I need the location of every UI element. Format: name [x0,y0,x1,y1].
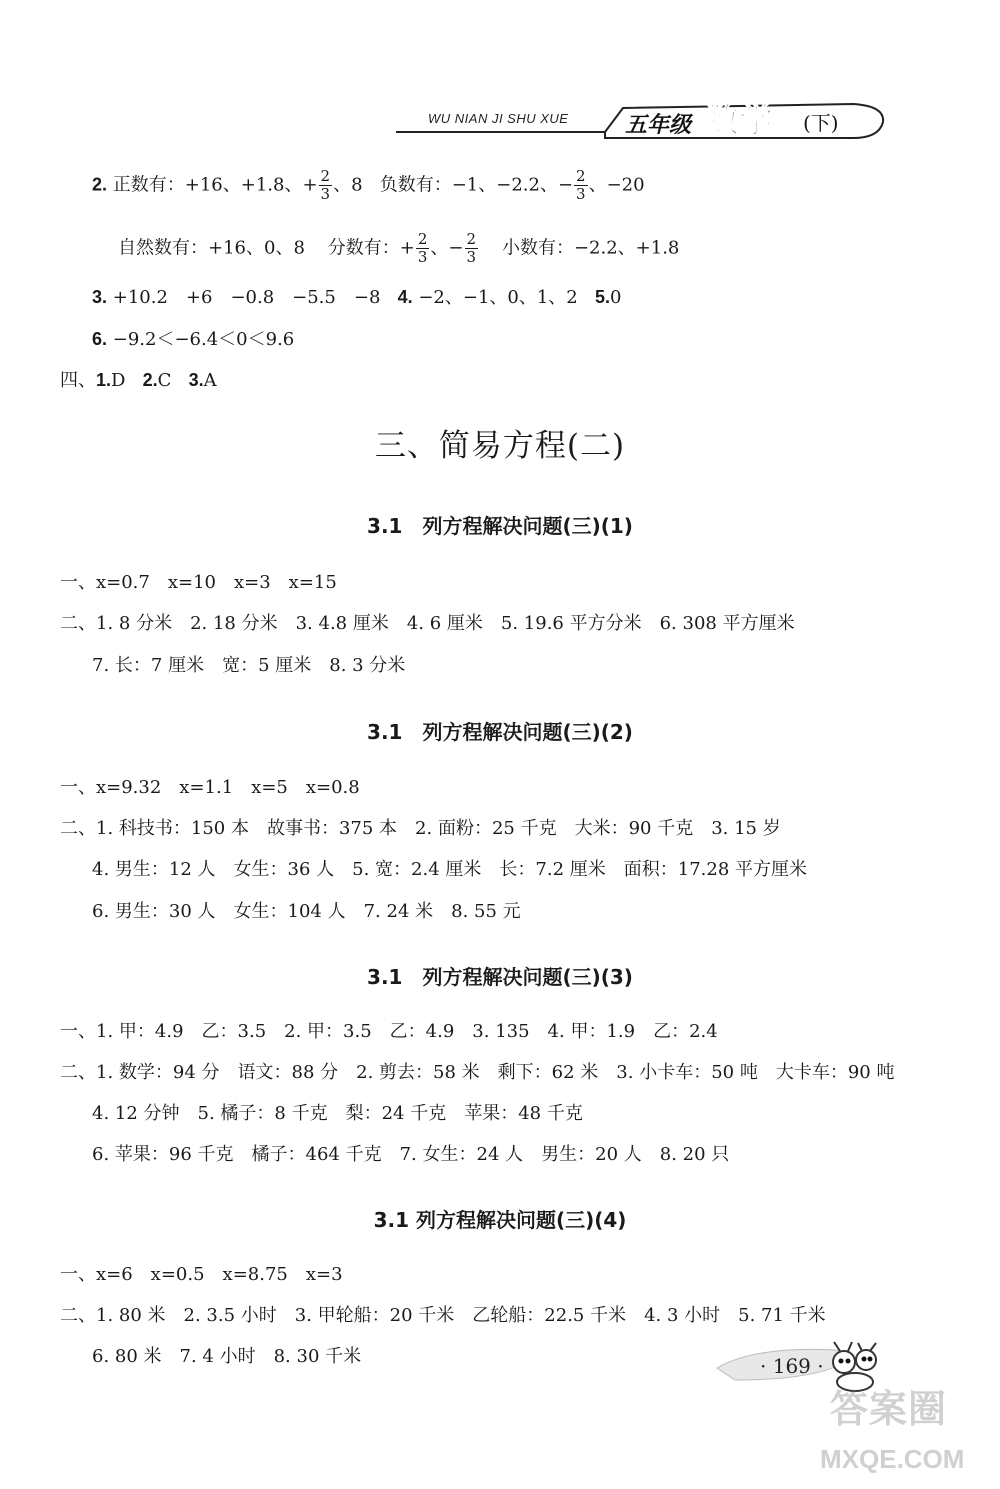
answer-line: 一、x=6 x=0.5 x=8.75 x=3 [60,1264,343,1285]
chapter-title: 三、简易方程(二) [374,428,626,464]
section-title: 3.1 列方程解决问题(三)(2) [367,720,633,744]
watermark: 答案圈 [830,1389,948,1431]
positive-label: 正数有：+16、+1.8、+ [112,174,318,196]
header-subject: 数学 [705,101,773,141]
header-badge [603,98,887,142]
answer-line: 一、x=0.7 x=10 x=3 x=15 [60,572,337,593]
header-grade: 五年级 [625,112,692,138]
answer-line: 4. 男生：12 人 女生：36 人 5. 宽：2.4 厘米 长：7.2 厘米 面积：17.28 平方厘米 [92,859,807,880]
fraction: $\frac{2}{3}$ [576,167,586,203]
answer-line: 6. 80 米 7. 4 小时 8. 30 千米 [92,1346,362,1367]
answer-line: 4. 12 分钟 5. 橘子：8 千克 梨：24 千克 苹果：48 千克 [92,1103,583,1124]
answer-line: 6. 男生：30 人 女生：104 人 7. 24 米 8. 55 元 [92,901,521,922]
watermark-url: MXQE.COM [820,1444,965,1474]
answer-line: 二、1. 8 分米 2. 18 分米 3. 4.8 厘米 4. 6 厘米 5. 19.6 平方分米 6. 308 平方厘米 [60,613,795,634]
answer-line: 自然数有：+16、0、8 分数有：+ $\frac{2}{3}$ 、− $\frac{2}{3}$ 小数有：−2.2、+1.8 [118,230,680,266]
answer-line: 二、1. 科技书：150 本 故事书：375 本 2. 面粉：25 千克 大米：90 千克 3. 15 岁 [60,818,781,839]
fraction: $\frac{2}{3}$ [320,167,331,203]
answer-line: 3. +10.2 +6 −0.8 −5.5 −8 4. −2、−1、0、1、2 5.0 [92,287,622,308]
answer-line: 一、1. 甲：4.9 乙：3.5 2. 甲：3.5 乙：4.9 3. 135 4. 甲：1.9 乙：2.4 [60,1021,718,1042]
answer-line: 二、1. 数学：94 分 语文：88 分 2. 剪去：58 米 剩下：62 米 3. 小卡车：50 吨 大卡车：90 吨 [60,1062,895,1083]
answer-line: 四、1.D 2.C 3.A [60,370,217,391]
section-title: 3.1 列方程解决问题(三)(4) [373,1208,627,1232]
answer-line: 6. −9.2＜−6.4＜0＜9.6 [92,329,295,350]
fraction: $\frac{2}{3}$ [466,230,477,266]
fraction: $\frac{2}{3}$ [417,230,428,266]
answer-line: 一、x=9.32 x=1.1 x=5 x=0.8 [60,777,360,798]
answer-line: 2. 正数有：+16、+1.8、+ $\frac{2}{3}$ 、8 负数有：−1、−2.2、− $\frac{2}{3}$ 、−20 [92,167,645,203]
item-number: 2. [92,174,108,195]
header-pinyin: WU NIAN JI SHU XUE [428,111,569,126]
negative-label: 负数有：−1、−2.2、− [379,174,574,196]
page-number: · 169 · [760,1354,824,1378]
section-title: 3.1 列方程解决问题(三)(3) [367,965,633,989]
section-title: 3.1 列方程解决问题(三)(1) [367,514,633,538]
header-volume: (下) [803,111,839,135]
answer-line: 6. 苹果：96 千克 橘子：464 千克 7. 女生：24 人 男生：20 人 8. 20 只 [92,1144,730,1165]
header-rule [396,131,606,133]
answer-line: 7. 长：7 厘米 宽：5 厘米 8. 3 分米 [92,655,406,676]
answer-line: 二、1. 80 米 2. 3.5 小时 3. 甲轮船：20 千米 乙轮船：22.5 千米 4. 3 小时 5. 71 千米 [60,1305,826,1326]
